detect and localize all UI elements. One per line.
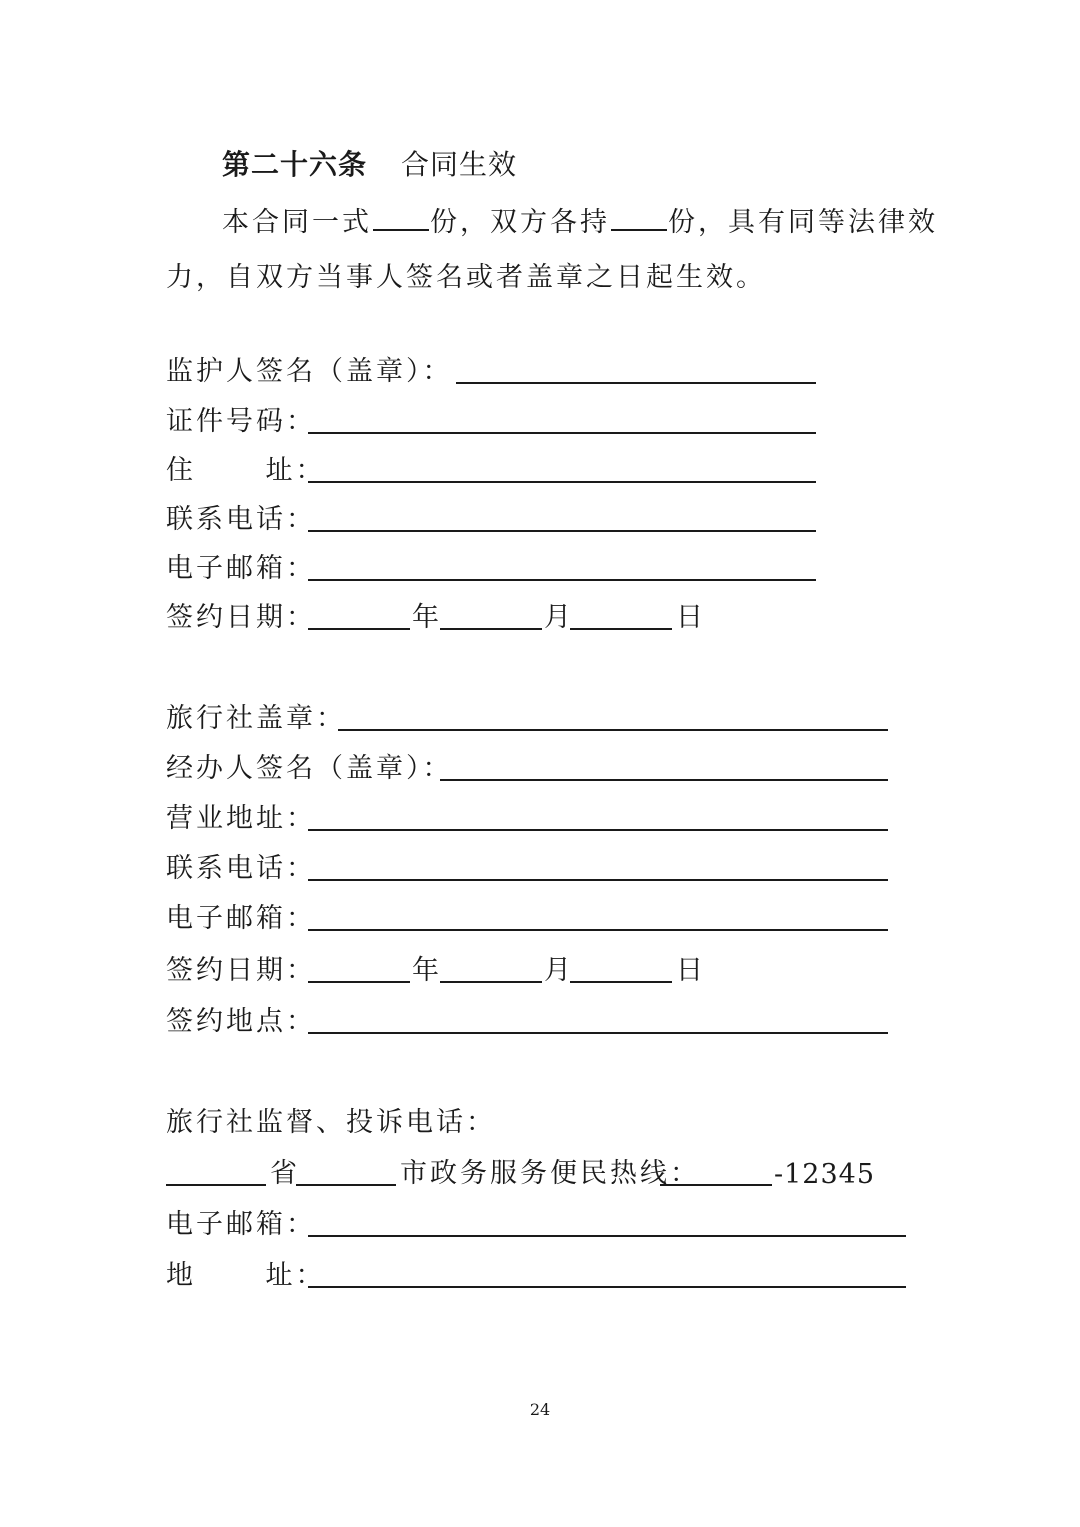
agency-phone-field[interactable] xyxy=(308,879,888,881)
guardian-id-label: 证件号码： xyxy=(166,406,316,437)
complaint-email-field[interactable] xyxy=(308,1235,906,1237)
guardian-year-unit: 年 xyxy=(412,602,442,633)
city-hotline-label: 市政务服务便民热线： xyxy=(400,1158,700,1189)
guardian-year-field[interactable] xyxy=(308,628,410,630)
complaint-email-label: 电子邮箱： xyxy=(166,1209,316,1240)
effect-paragraph-line1 xyxy=(222,200,938,239)
guardian-id-field[interactable] xyxy=(308,432,816,434)
complaint-heading: 旅行社监督、投诉电话： xyxy=(166,1107,496,1138)
guardian-signature-field[interactable] xyxy=(456,382,816,384)
effect-text-1: 本合同一式 xyxy=(222,207,372,238)
agency-email-label: 电子邮箱： xyxy=(166,903,316,934)
copies-total-blank[interactable] xyxy=(373,207,429,231)
agency-day-field[interactable] xyxy=(570,981,672,983)
guardian-phone-label: 联系电话： xyxy=(166,504,316,535)
guardian-email-field[interactable] xyxy=(308,579,816,581)
guardian-day-unit: 日 xyxy=(676,602,706,633)
guardian-month-field[interactable] xyxy=(440,628,542,630)
agency-handler-label: 经办人签名（盖章）： xyxy=(166,753,453,784)
hotline-number: -12345 xyxy=(774,1159,876,1190)
article-number: 第二十六条 xyxy=(222,148,368,181)
complaint-address-field[interactable] xyxy=(308,1286,906,1288)
province-unit: 省 xyxy=(270,1158,300,1189)
province-field[interactable] xyxy=(166,1184,266,1186)
page-number: 24 xyxy=(529,1400,551,1419)
effect-text-2: 份，双方各持 xyxy=(430,207,610,238)
agency-place-field[interactable] xyxy=(308,1032,888,1034)
agency-seal-field[interactable] xyxy=(338,729,888,731)
city-field[interactable] xyxy=(296,1184,396,1186)
agency-handler-field[interactable] xyxy=(440,779,888,781)
agency-date-label: 签约日期： xyxy=(166,955,316,986)
complaint-address-label: 地 址： xyxy=(166,1260,326,1291)
guardian-address-field[interactable] xyxy=(308,481,816,483)
agency-year-unit: 年 xyxy=(412,955,442,986)
guardian-email-label: 电子邮箱： xyxy=(166,553,316,584)
guardian-signature-label: 监护人签名（盖章）： xyxy=(166,356,453,387)
agency-address-label: 营业地址： xyxy=(166,803,316,834)
article-title: 合同生效 xyxy=(401,148,518,181)
area-code-field[interactable] xyxy=(660,1184,772,1186)
guardian-address-label: 住 址： xyxy=(166,455,326,486)
agency-address-field[interactable] xyxy=(308,829,888,831)
agency-month-field[interactable] xyxy=(440,981,542,983)
agency-year-field[interactable] xyxy=(308,981,410,983)
agency-place-label: 签约地点： xyxy=(166,1006,316,1037)
agency-phone-label: 联系电话： xyxy=(166,853,316,884)
guardian-day-field[interactable] xyxy=(570,628,672,630)
agency-email-field[interactable] xyxy=(308,929,888,931)
guardian-phone-field[interactable] xyxy=(308,530,816,532)
effect-paragraph-line2: 力，自双方当事人签名或者盖章之日起生效。 xyxy=(166,262,766,293)
agency-seal-label: 旅行社盖章： xyxy=(166,703,346,734)
copies-each-blank[interactable] xyxy=(611,207,667,231)
effect-text-3: 份，具有同等法律效 xyxy=(668,207,938,238)
guardian-date-label: 签约日期： xyxy=(166,602,316,633)
agency-month-unit: 月 xyxy=(544,955,574,986)
guardian-month-unit: 月 xyxy=(544,602,574,633)
article-heading xyxy=(222,143,517,183)
agency-day-unit: 日 xyxy=(676,955,706,986)
